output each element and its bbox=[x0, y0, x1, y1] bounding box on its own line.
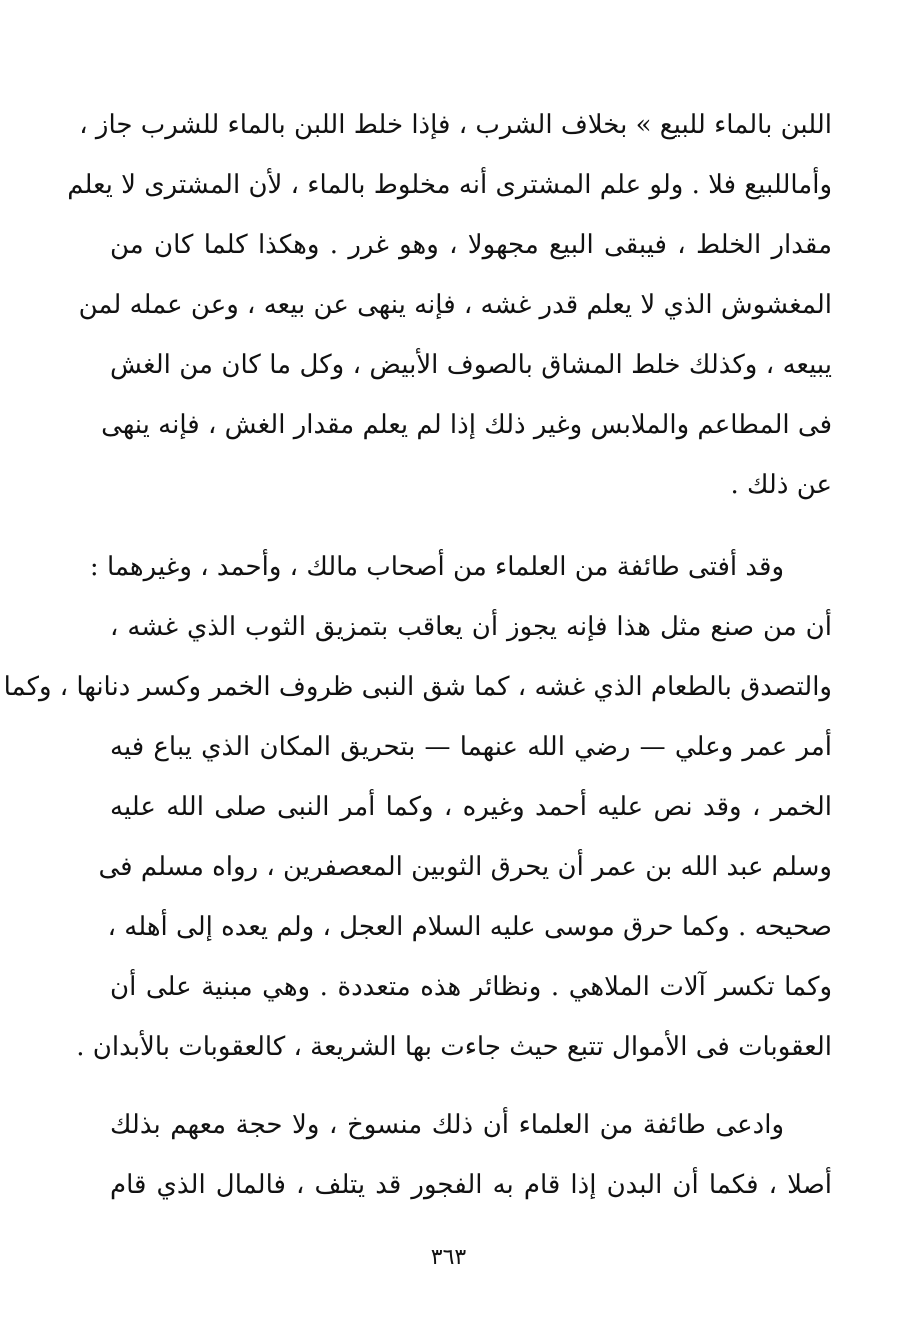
text-line: أن من صنع مثل هذا فإنه يجوز أن يعاقب بتمزيق الثوب الذي غشه ، bbox=[110, 612, 832, 642]
text-line: وادعى طائفة من العلماء أن ذلك منسوخ ، ولا حجة معهم بذلك bbox=[110, 1110, 784, 1140]
text-line: صحيحه . وكما حرق موسى عليه السلام العجل ، ولم يعده إلى أهله ، bbox=[107, 912, 832, 942]
text-line: وسلم عبد الله بن عمر أن يحرق الثوبين المعصفرين ، رواه مسلم فى bbox=[98, 852, 832, 882]
text-line: أصلا ، فكما أن البدن إذا قام به الفجور قد يتلف ، فالمال الذي قام bbox=[110, 1170, 832, 1200]
page-number: ٣٦٣ bbox=[430, 1245, 467, 1270]
text-line: العقوبات فى الأموال تتبع حيث جاءت بها الشريعة ، كالعقوبات بالأبدان . bbox=[76, 1032, 832, 1062]
text-line: وقد أفتى طائفة من العلماء من أصحاب مالك ، وأحمد ، وغيرهما : bbox=[89, 552, 784, 582]
text-line: وأماللبيع فلا . ولو علم المشترى أنه مخلوط بالماء ، لأن المشترى لا يعلم bbox=[67, 170, 832, 200]
text-line: عن ذلك . bbox=[730, 470, 832, 500]
text-line: المغشوش الذي لا يعلم قدر غشه ، فإنه ينهى عن بيعه ، وعن عمله لمن bbox=[78, 290, 832, 320]
paragraph-3 bbox=[110, 1095, 832, 1215]
text-line: والتصدق بالطعام الذي غشه ، كما شق النبى ظروف الخمر وكسر دنانها ، وكما bbox=[3, 672, 832, 702]
text-line: وكما تكسر آلات الملاهي . ونظائر هذه متعددة . وهي مبنية على أن bbox=[110, 972, 832, 1002]
paragraph-1 bbox=[67, 95, 832, 515]
text-line: فى المطاعم والملابس وغير ذلك إذا لم يعلم مقدار الغش ، فإنه ينهى bbox=[101, 410, 832, 440]
paragraph-2 bbox=[3, 537, 832, 1077]
text-line: يبيعه ، وكذلك خلط المشاق بالصوف الأبيض ، وكل ما كان من الغش bbox=[110, 350, 832, 380]
text-line: اللبن بالماء للبيع » بخلاف الشرب ، فإذا خلط اللبن بالماء للشرب جاز ، bbox=[79, 110, 832, 140]
text-line: مقدار الخلط ، فيبقى البيع مجهولا ، وهو غرر . وهكذا كلما كان من bbox=[110, 230, 832, 260]
text-line: الخمر ، وقد نص عليه أحمد وغيره ، وكما أمر النبى صلى الله عليه bbox=[110, 792, 832, 822]
text-line: أمر عمر وعلي — رضي الله عنهما — بتحريق المكان الذي يباع فيه bbox=[110, 732, 832, 762]
